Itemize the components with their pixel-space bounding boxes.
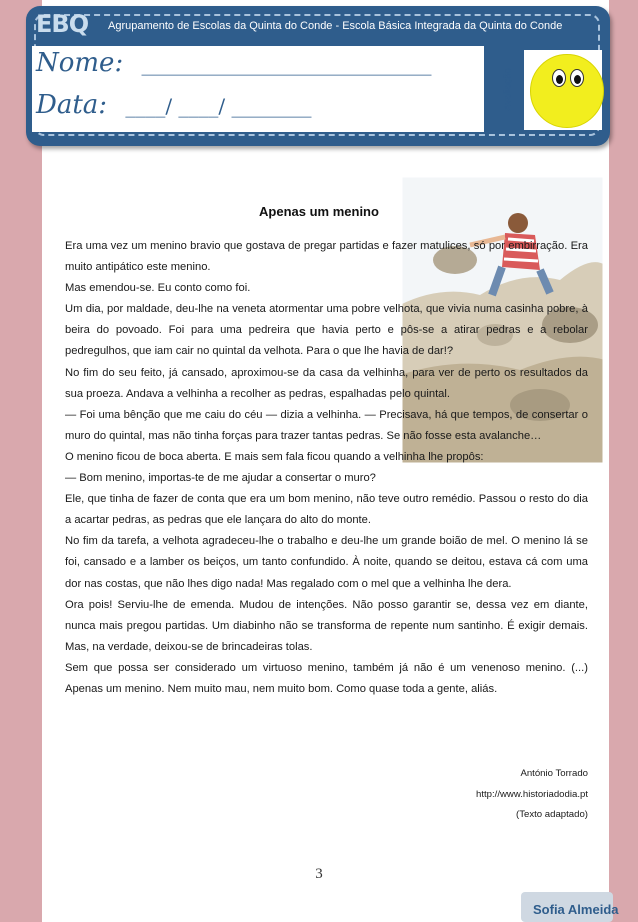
right-eye-icon — [570, 69, 584, 87]
name-label: Nome: — [36, 48, 124, 78]
page-number: 3 — [315, 866, 323, 882]
story-paragraph: No fim da tarefa, a velhota agradeceu-lhe o trabalho e deu-lhe um grande boião de mel. O menino lá se foi, cansado e a lamber os beiços, um tanto confundido. À noite, quando se deitou, estava cá com uma dor nas costas, que não lhes digo nada! Mas regalado com o mel que a velhinha lhe dera. — [65, 535, 588, 590]
date-label: Data: — [36, 90, 108, 120]
story-title: Apenas um menino — [259, 204, 379, 219]
name-line: _____________________________ — [141, 52, 432, 76]
evaluation-box — [524, 50, 602, 130]
story-paragraph: O menino ficou de boca aberta. E mais sem fala ficou quando a velhinha lhe propôs: — [65, 450, 484, 463]
story-paragraph: No fim do seu feito, já cansado, aproximou-se da casa da velhinha, para ver de perto os resultados da sua proeza. Andava a velhinha a recolher as pedras, espalhadas pelo quintal. — [65, 366, 588, 400]
story-paragraph: Sem que possa ser considerado um virtuoso menino, também já não é um venenoso menino. (...) Apenas um menino. Nem muito mau, nem muito bom. Como quase toda a gente, aliás. — [65, 661, 588, 695]
adaptation-note: (Texto adaptado) — [516, 809, 588, 820]
source-link[interactable]: http://www.historiadodia.pt — [476, 788, 588, 800]
story-paragraph: — Bom menino, importas-te de me ajudar a consertar o muro? — [65, 472, 376, 485]
smiley-face-icon — [530, 54, 604, 128]
author-name: António Torrado — [520, 768, 588, 779]
student-form — [32, 46, 484, 132]
story-paragraph: Ora pois! Serviu-lhe de emenda. Mudou de intenções. Não posso garantir se, dessa vez em diante, nunca mais pregou partidas. Um diabinho não se transforma de repente num santinho. É exigir demais. Mas, na verdade, deixou-se de brincadeiras tolas. — [65, 598, 588, 653]
date-line: ____/ ____/ ________ — [125, 94, 312, 118]
credits — [476, 764, 588, 826]
header-banner — [26, 6, 610, 146]
story-paragraph: — Foi uma bênção que me caiu do céu — dizia a velhinha. — Precisava, há que tempos, de consertar o muro do quintal, mas não tinha forças para trazer tantas pedras. Se não fosse esta avalanche… — [65, 408, 588, 442]
author-badge — [521, 892, 619, 922]
evaluation-label-box — [501, 56, 515, 126]
school-name: Agrupamento de Escolas da Quinta do Conde - Escola Básica Integrada da Quinta do Conde — [108, 20, 563, 32]
name-field[interactable] — [36, 48, 431, 78]
date-field[interactable] — [36, 90, 312, 120]
story-paragraph: Ele, que tinha de fazer de conta que era um bom menino, não teve outro remédio. Passou o resto do dia a acartar pedras, as pedras que ele lançara do alto do monte. — [65, 493, 588, 527]
left-eye-icon — [552, 69, 566, 87]
author-badge-label: Sofia Almeida — [533, 902, 619, 917]
story-paragraph: Um dia, por maldade, deu-lhe na veneta atormentar uma pobre velhota, que vivia numa casinha pobre, à beira do povoado. Foi para uma pedreira que havia perto e pôs-se a atirar pedras e a rebolar pedregulhos, que iam cair no quintal da velhota. Para o que lhe havia de dar!? — [65, 303, 588, 358]
evaluation-label: Avaliação — [502, 67, 514, 112]
school-logo: EBQ — [36, 10, 89, 38]
story-text — [65, 236, 588, 700]
story-paragraph: Era uma vez um menino bravio que gostava de pregar partidas e fazer matulices, só por embirração. Era muito antipático este menino. — [65, 240, 588, 274]
story-paragraph: Mas emendou-se. Eu conto como foi. — [65, 282, 251, 295]
